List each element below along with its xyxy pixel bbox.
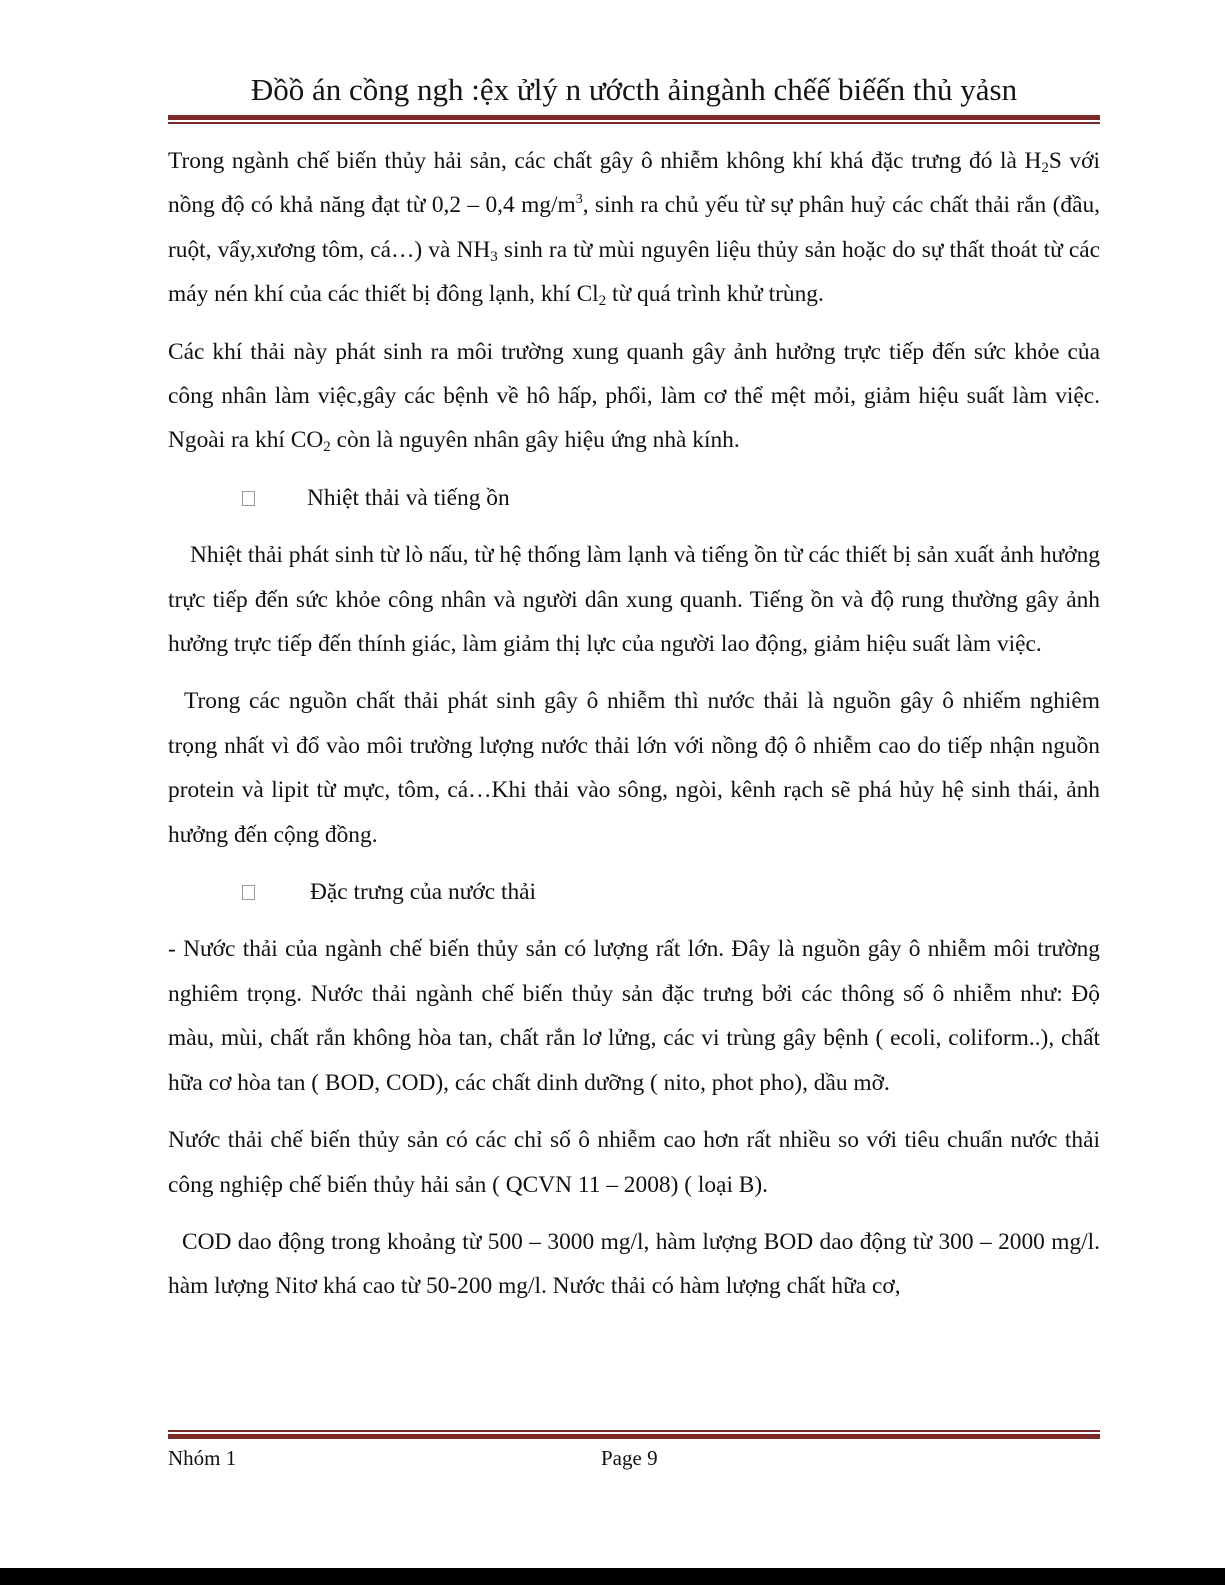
header-rule-thin: [168, 122, 1100, 124]
header-rule-thick: [168, 115, 1100, 120]
footer-rule-thick: [168, 1434, 1100, 1439]
paragraph-cod-bod-values: COD dao động trong khoảng từ 500 – 3000 mg/l, hàm lượng BOD dao động từ 300 – 2000 mg/l. hàm lượng Nitơ khá cao từ 50-200 mg/l. Nước thải có hàm lượng chất hữa cơ,: [168, 1228, 1100, 1300]
bullet-box-icon: [242, 885, 255, 900]
paragraph-wastewater-sources: Trong các nguồn chất thải phát sinh gây ô nhiễm thì nước thải là nguồn gây ô nhiếm nghiêm trọng nhất vì đổ vào môi trường lượng nước thải lớn với nồng độ ô nhiễm cao do tiếp nhận nguồn protein và lipit từ mực, tôm, cá…Khi thải vào sông, ngòi, kênh rạch sẽ phá hủy hệ sinh thái, ảnh hưởng đến cộng đồng.: [168, 688, 1100, 848]
footer-group-label: Nhóm 1: [168, 1446, 237, 1470]
paragraph-wastewater-description: - Nước thải của ngành chế biến thủy sản có lượng rất lớn. Đây là nguồn gây ô nhiễm môi trường nghiêm trọng. Nước thải ngành chế biến thủy sản đặc trưng bởi các thông số ô nhiễm như: Độ màu, mùi, chất rắn không hòa tan, chất rắn lơ lửng, các vi trùng gây bệnh ( ecoli, coliform..), chất hữa cơ hòa tan ( BOD, COD), các chất dinh dưỡng ( nito, phot pho), dầu mỡ.: [168, 936, 1100, 1096]
bullet-wastewater-characteristics: [168, 870, 1100, 914]
footer-page-number: Page 9: [601, 1446, 658, 1470]
paragraph-heat-noise: Nhiệt thải phát sinh từ lò nấu, từ hệ thống làm lạnh và tiếng ồn từ các thiết bị sản xuất ảnh hưởng trực tiếp đến sức khỏe công nhân và người dân xung quanh. Tiếng ồn và độ rung thường gây ảnh hưởng trực tiếp đến thính giác, làm giảm thị lực của người lao động, giảm hiệu suất làm việc.: [168, 542, 1100, 658]
footer-rule-thin: [168, 1430, 1100, 1432]
document-body: [168, 139, 1100, 1322]
paragraph-health-effects: Các khí thải này phát sinh ra môi trường xung quanh gây ảnh hưởng trực tiếp đến sức khỏe của công nhân làm việc,gây các bệnh về hô hấp, phổi, làm cơ thể mệt mỏi, giảm hiệu suất làm việc. Ngoài ra khí $CO_2$ còn là nguyên nhân gây hiệu ứng nhà kính.: [168, 338, 1100, 456]
bullet-heat-noise: [168, 476, 1100, 520]
paragraph-air-pollutants: Trong ngành chế biến thủy hải sản, các chất gây ô nhiễm không khí khá đặc trưng đó là $H_2S$ với nồng độ có khả năng đạt từ 0,2 – 0,4 $mg/m^3$, sinh ra chủ yếu từ sự phân huỷ các chất thải rắn (đầu, ruột, vẩy,xương tôm, cá…) và $NH_3$ sinh ra từ mùi nguyên liệu thủy sản hoặc do sự thất thoát từ các máy nén khí của các thiết bị đông lạnh, khí $Cl_2$ từ quá trình khử trùng.: [168, 148, 1100, 310]
bullet-wastewater-label: Đặc trưng của nước thải: [310, 879, 537, 906]
paragraph-standards-comparison: Nước thải chế biến thủy sản có các chỉ số ô nhiễm cao hơn rất nhiều so với tiêu chuẩn nước thải công nghiệp chế biến thủy hải sản ( QCVN 11 – 2008) ( loại B).: [168, 1127, 1100, 1198]
bullet-box-icon: [242, 491, 255, 506]
bullet-heat-noise-label: Nhiệt thải và tiếng ồn: [307, 484, 510, 511]
bottom-edge-bar: [0, 1568, 1225, 1585]
page-header-title: Đồồ án cồng ngh :ệx ửlý n ướcth ảingành chếế biếến thủ yảsn: [250, 72, 1018, 107]
